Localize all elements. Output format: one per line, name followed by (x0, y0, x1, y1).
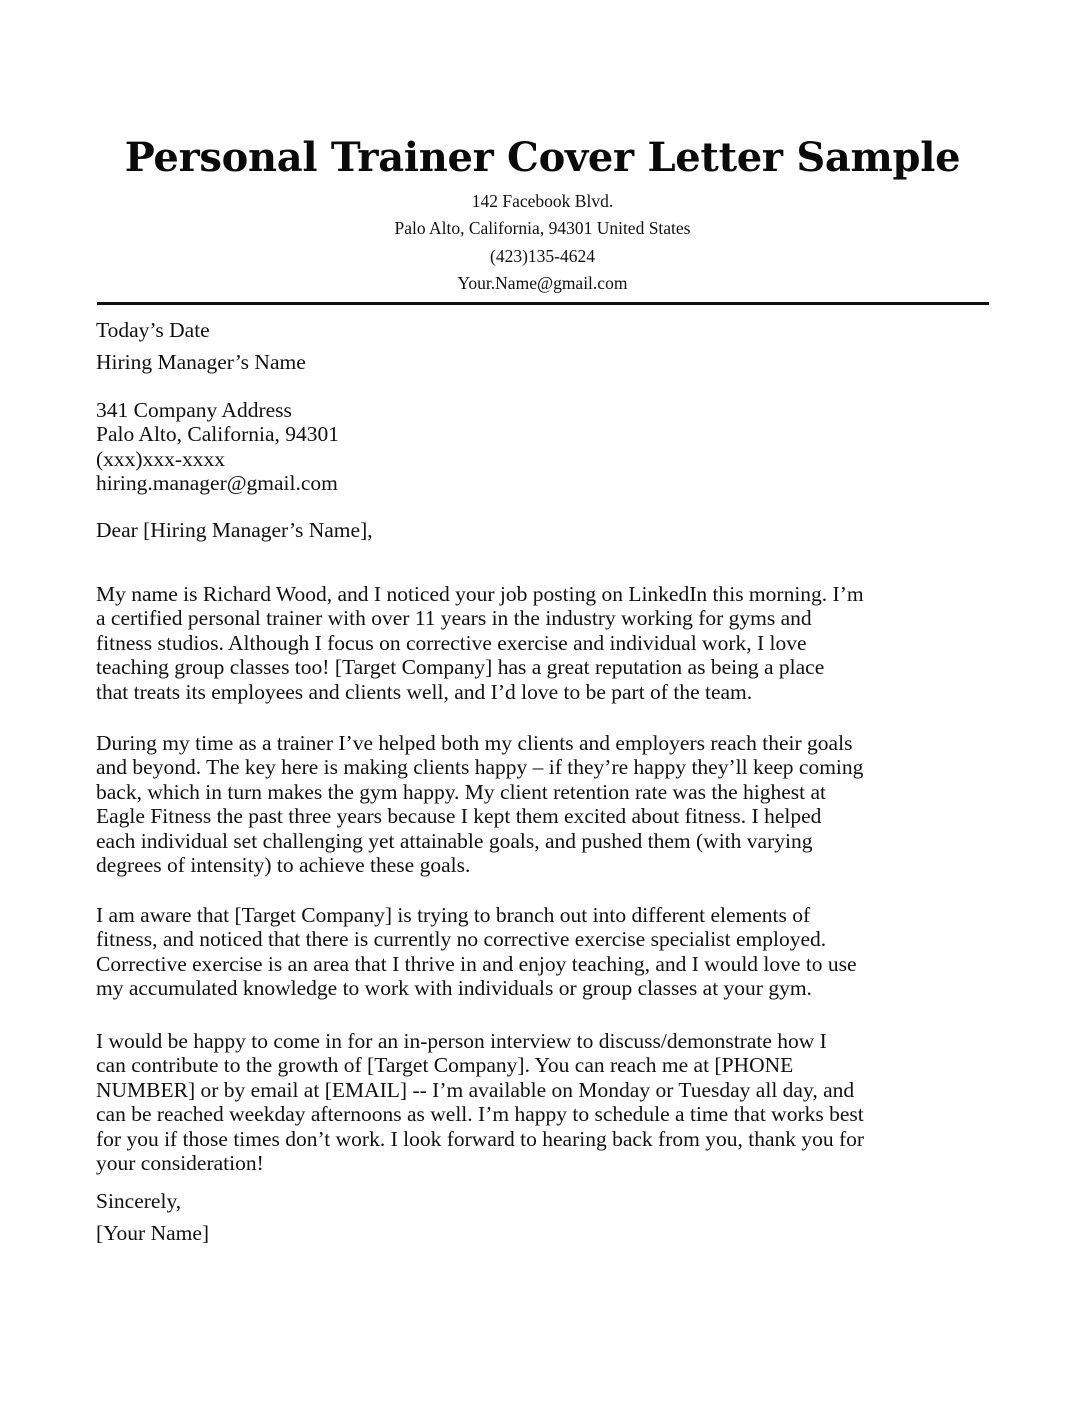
paragraph-3 (96, 903, 996, 1001)
closing-block (96, 1185, 996, 1249)
recipient-city-line: Palo Alto, California, 94301 (96, 422, 340, 447)
sender-city-line: Palo Alto, California, 94301 United States (394, 218, 691, 239)
paragraph-line: Eagle Fitness the past three years because I kept them excited about fitness. I helped (96, 804, 822, 829)
paragraph-1 (96, 582, 996, 704)
paragraph-line: my accumulated knowledge to work with individuals or group classes at your gym. (96, 976, 812, 1001)
paragraph-line: fitness studios. Although I focus on corrective exercise and individual work, I love (96, 630, 807, 655)
recipient-name: Hiring Manager’s Name (96, 350, 306, 374)
paragraph-line: I would be happy to come in for an in-person interview to discuss/demonstrate how I (96, 1029, 827, 1053)
paragraph-line: teaching group classes too! [Target Company] has a great reputation as being a place (96, 655, 825, 680)
paragraph-line: each individual set challenging yet attainable goals, and pushed them (with varying (96, 828, 813, 853)
salutation: Dear [Hiring Manager’s Name], (96, 518, 373, 542)
document-title: Personal Trainer Cover Letter Sample (124, 134, 961, 181)
paragraph-line: degrees of intensity) to achieve these goals. (96, 853, 471, 878)
letter-date: Today’s Date (96, 318, 210, 342)
signature: [Your Name] (96, 1221, 210, 1245)
paragraph-line: My name is Richard Wood, and I noticed your job posting on LinkedIn this morning. I’m (96, 582, 864, 606)
paragraph-line: During my time as a trainer I’ve helped both my clients and employers reach their goals (96, 731, 853, 755)
paragraph-2 (96, 731, 996, 877)
sender-street: 142 Facebook Blvd. (471, 191, 614, 211)
date-and-recipient-name (96, 314, 996, 378)
recipient-address-block (96, 398, 996, 496)
paragraph-line: fitness, and noticed that there is currently no corrective exercise specialist employed. (96, 927, 827, 952)
paragraph-4 (96, 1029, 996, 1175)
recipient-phone: (xxx)xxx-xxxx (96, 446, 225, 471)
paragraph-line: for you if those times don’t work. I look forward to hearing back from you, thank you for (96, 1126, 865, 1151)
paragraph-line: and beyond. The key here is making clients happy – if they’re happy they’ll keep coming (96, 755, 864, 780)
recipient-address: 341 Company Address (96, 398, 292, 422)
paragraph-line: I am aware that [Target Company] is trying to branch out into different elements of (96, 903, 811, 927)
paragraph-line: can be reached weekday afternoons as well. I’m happy to schedule a time that works best (96, 1102, 864, 1127)
recipient-email: hiring.manager@gmail.com (96, 471, 338, 496)
paragraph-line: NUMBER] or by email at [EMAIL] -- I’m available on Monday or Tuesday all day, and (96, 1077, 855, 1102)
paragraph-line: a certified personal trainer with over 11 years in the industry working for gyms and (96, 606, 812, 631)
sender-contact-block (0, 188, 1085, 297)
paragraph-line: your consideration! (96, 1151, 264, 1176)
sender-phone: (423)135-4624 (490, 245, 595, 266)
paragraph-line: that treats its employees and clients well, and I’d love to be part of the team. (96, 679, 753, 704)
paragraph-line: back, which in turn makes the gym happy. My client retention rate was the highest at (96, 779, 827, 804)
header-divider (97, 302, 989, 305)
paragraph-line: can contribute to the growth of [Target Company]. You can reach me at [PHONE (96, 1053, 794, 1078)
sender-email: Your.Name@gmail.com (457, 272, 628, 293)
paragraph-line: Corrective exercise is an area that I thrive in and enjoy teaching, and I would love to use (96, 951, 857, 976)
closing: Sincerely, (96, 1189, 182, 1213)
